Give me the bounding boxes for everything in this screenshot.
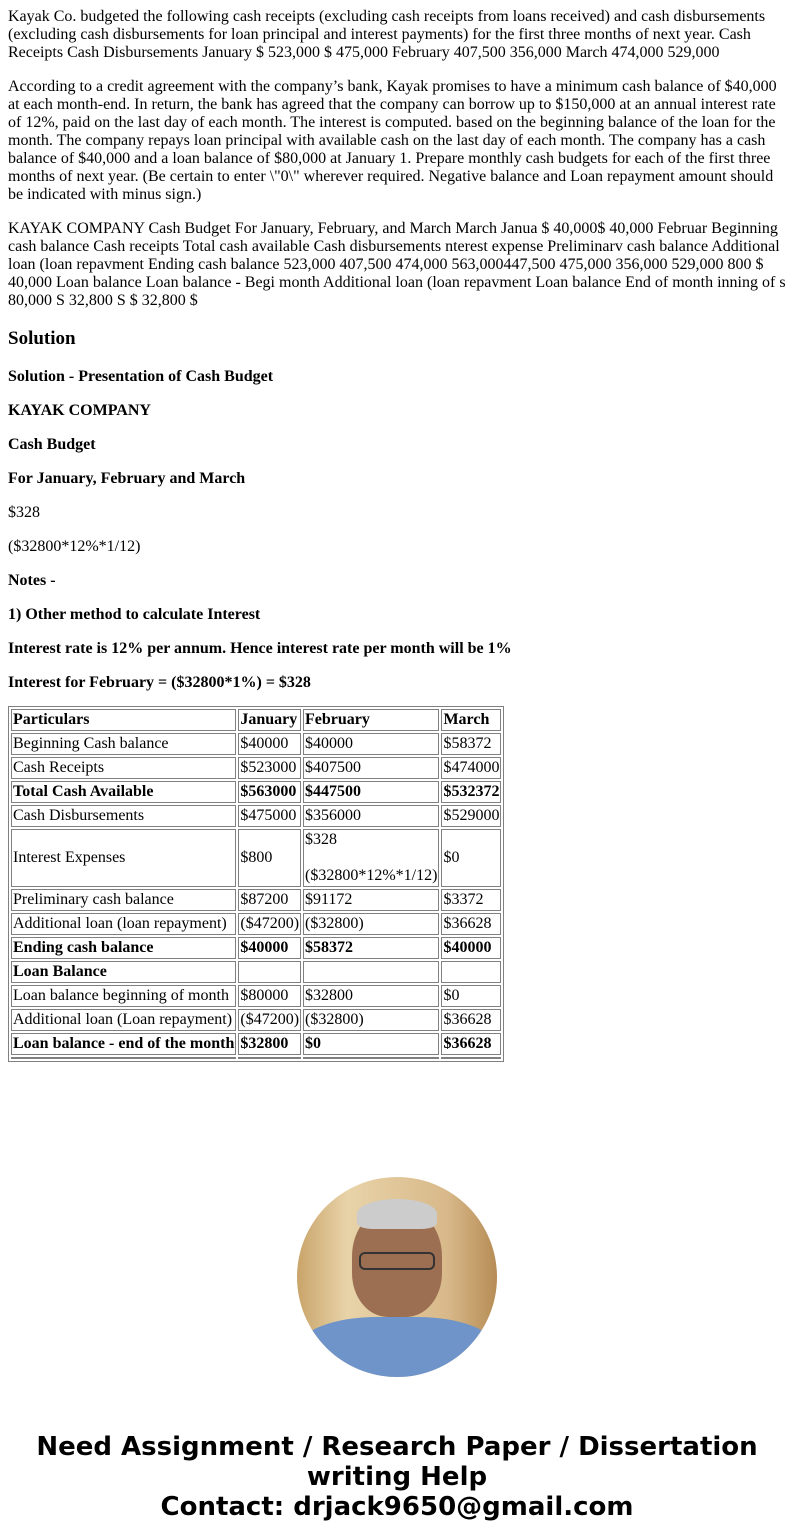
table-cell: $87200	[238, 889, 301, 911]
question-paragraph-3: KAYAK COMPANY Cash Budget For January, February, and March March Janua $ 40,000$ 40,000 Februar Beginning cash balance Cash receipts Total cash available Cash disbursements nterest expense Preliminarv cash balance Additional loan (loan repavment Ending cash balance 523,000 407,500 474,000 563,000447,500 475,000 356,000 529,000 800 $ 40,000 Loan balance Loan balance - Begi month Additional loan (loan repavment Loan balance End of month inning of s 80,000 S 32,800 S $ 32,800 $	[8, 220, 786, 309]
cash-budget-table	[8, 706, 504, 1062]
table-cell	[238, 961, 301, 983]
table-cell: $356000	[303, 805, 439, 827]
budget-period: For January, February and March	[8, 470, 246, 487]
table-row	[11, 889, 501, 911]
table-cell: Total Cash Available	[11, 781, 236, 803]
table-cell: Preliminary cash balance	[11, 889, 236, 911]
table-row	[11, 985, 501, 1007]
cell-value: $328	[305, 831, 338, 848]
table-row	[11, 913, 501, 935]
table-cell: $40000	[238, 937, 301, 959]
contact-email: Contact: drjack9650@gmail.com	[160, 1492, 634, 1522]
solution-heading: Solution	[8, 328, 76, 349]
table-cell: $0	[441, 985, 501, 1007]
question-paragraph-1: Kayak Co. budgeted the following cash receipts (excluding cash receipts from loans received) and cash disbursements (excluding cash disbursements for loan principal and interest payments) for the first three months of next year. Cash Receipts Cash Disbursements January $ 523,000 $ 475,000 February 407,500 356,000 March 474,000 529,000	[8, 8, 766, 61]
table-cell: ($32800)	[303, 1009, 439, 1031]
table-cell: $40000	[238, 733, 301, 755]
table-row	[11, 757, 501, 779]
table-cell: Interest Expenses	[11, 829, 236, 887]
table-cell	[303, 829, 439, 887]
table-cell: Loan balance beginning of month	[11, 985, 236, 1007]
table-cell: $36628	[441, 913, 501, 935]
table-cell: $36628	[441, 1033, 501, 1055]
question-paragraph-2: According to a credit agreement with the company’s bank, Kayak promises to have a minimum cash balance of $40,000 at each month-end. In return, the bank has agreed that the company can borrow up to $150,000 at an annual interest rate of 12%, paid on the last day of each month. The interest is computed. based on the beginning balance of the loan for the month. The company repays loan principal with available cash on the last day of each month. The company has a cash balance of $40,000 and a loan balance of $80,000 at January 1. Prepare monthly cash budgets for each of the first three months of next year. (Be certain to enter \"0\" wherever required. Negative balance and Loan repayment amount should be indicated with minus sign.)	[8, 78, 777, 203]
table-cell: Beginning Cash balance	[11, 733, 236, 755]
table-cell: Cash Disbursements	[11, 805, 236, 827]
table-cell	[441, 961, 501, 983]
table-cell: ($47200)	[238, 1009, 301, 1031]
note-2: Interest rate is 12% per annum. Hence interest rate per month will be 1%	[8, 640, 512, 657]
table-row	[11, 961, 501, 983]
table-cell: $91172	[303, 889, 439, 911]
header-cell: January	[238, 709, 301, 731]
table-cell: $475000	[238, 805, 301, 827]
contact-banner	[8, 1432, 786, 1522]
table-cell: $563000	[238, 781, 301, 803]
table-empty-row	[11, 1057, 501, 1059]
table-cell: $523000	[238, 757, 301, 779]
table-header-row	[11, 709, 501, 731]
table-cell: Additional loan (loan repayment)	[11, 913, 236, 935]
table-cell: $532372	[441, 781, 501, 803]
budget-title: Cash Budget	[8, 436, 96, 453]
notes-heading: Notes -	[8, 572, 56, 589]
interest-formula: ($32800*12%*1/12)	[8, 538, 141, 555]
table-row	[11, 1033, 501, 1055]
table-cell: $0	[303, 1033, 439, 1055]
cell-formula: ($32800*12%*1/12)	[305, 867, 438, 884]
table-cell: $40000	[441, 937, 501, 959]
author-photo	[297, 1177, 497, 1377]
table-cell: $58372	[441, 733, 501, 755]
table-cell: Loan balance - end of the month	[11, 1033, 236, 1055]
table-cell	[303, 961, 439, 983]
header-cell: February	[303, 709, 439, 731]
table-cell: ($32800)	[303, 913, 439, 935]
table-cell: Additional loan (Loan repayment)	[11, 1009, 236, 1031]
table-cell: $800	[238, 829, 301, 887]
table-cell: $32800	[303, 985, 439, 1007]
table-cell: Ending cash balance	[11, 937, 236, 959]
table-cell: $40000	[303, 733, 439, 755]
table-row	[11, 1009, 501, 1031]
table-row	[11, 805, 501, 827]
table-cell: $447500	[303, 781, 439, 803]
help-text: Need Assignment / Research Paper / Dissertation writing Help	[36, 1432, 758, 1492]
table-cell: $58372	[303, 937, 439, 959]
table-row	[11, 781, 501, 803]
table-row	[11, 937, 501, 959]
table-row	[11, 733, 501, 755]
table-cell: Loan Balance	[11, 961, 236, 983]
table-cell: ($47200)	[238, 913, 301, 935]
table-cell: $474000	[441, 757, 501, 779]
note-1: 1) Other method to calculate Interest	[8, 606, 261, 623]
table-cell: $80000	[238, 985, 301, 1007]
solution-title: Solution - Presentation of Cash Budget	[8, 368, 274, 385]
company-name: KAYAK COMPANY	[8, 402, 151, 419]
interest-value: $328	[8, 504, 40, 521]
table-cell: $0	[441, 829, 501, 887]
table-cell: $3372	[441, 889, 501, 911]
header-cell: Particulars	[11, 709, 236, 731]
table-cell: $36628	[441, 1009, 501, 1031]
table-cell: $407500	[303, 757, 439, 779]
note-3: Interest for February = ($32800*1%) = $328	[8, 674, 311, 691]
header-cell: March	[441, 709, 501, 731]
table-cell: $529000	[441, 805, 501, 827]
table-cell: $32800	[238, 1033, 301, 1055]
table-row	[11, 829, 501, 887]
table-cell: Cash Receipts	[11, 757, 236, 779]
